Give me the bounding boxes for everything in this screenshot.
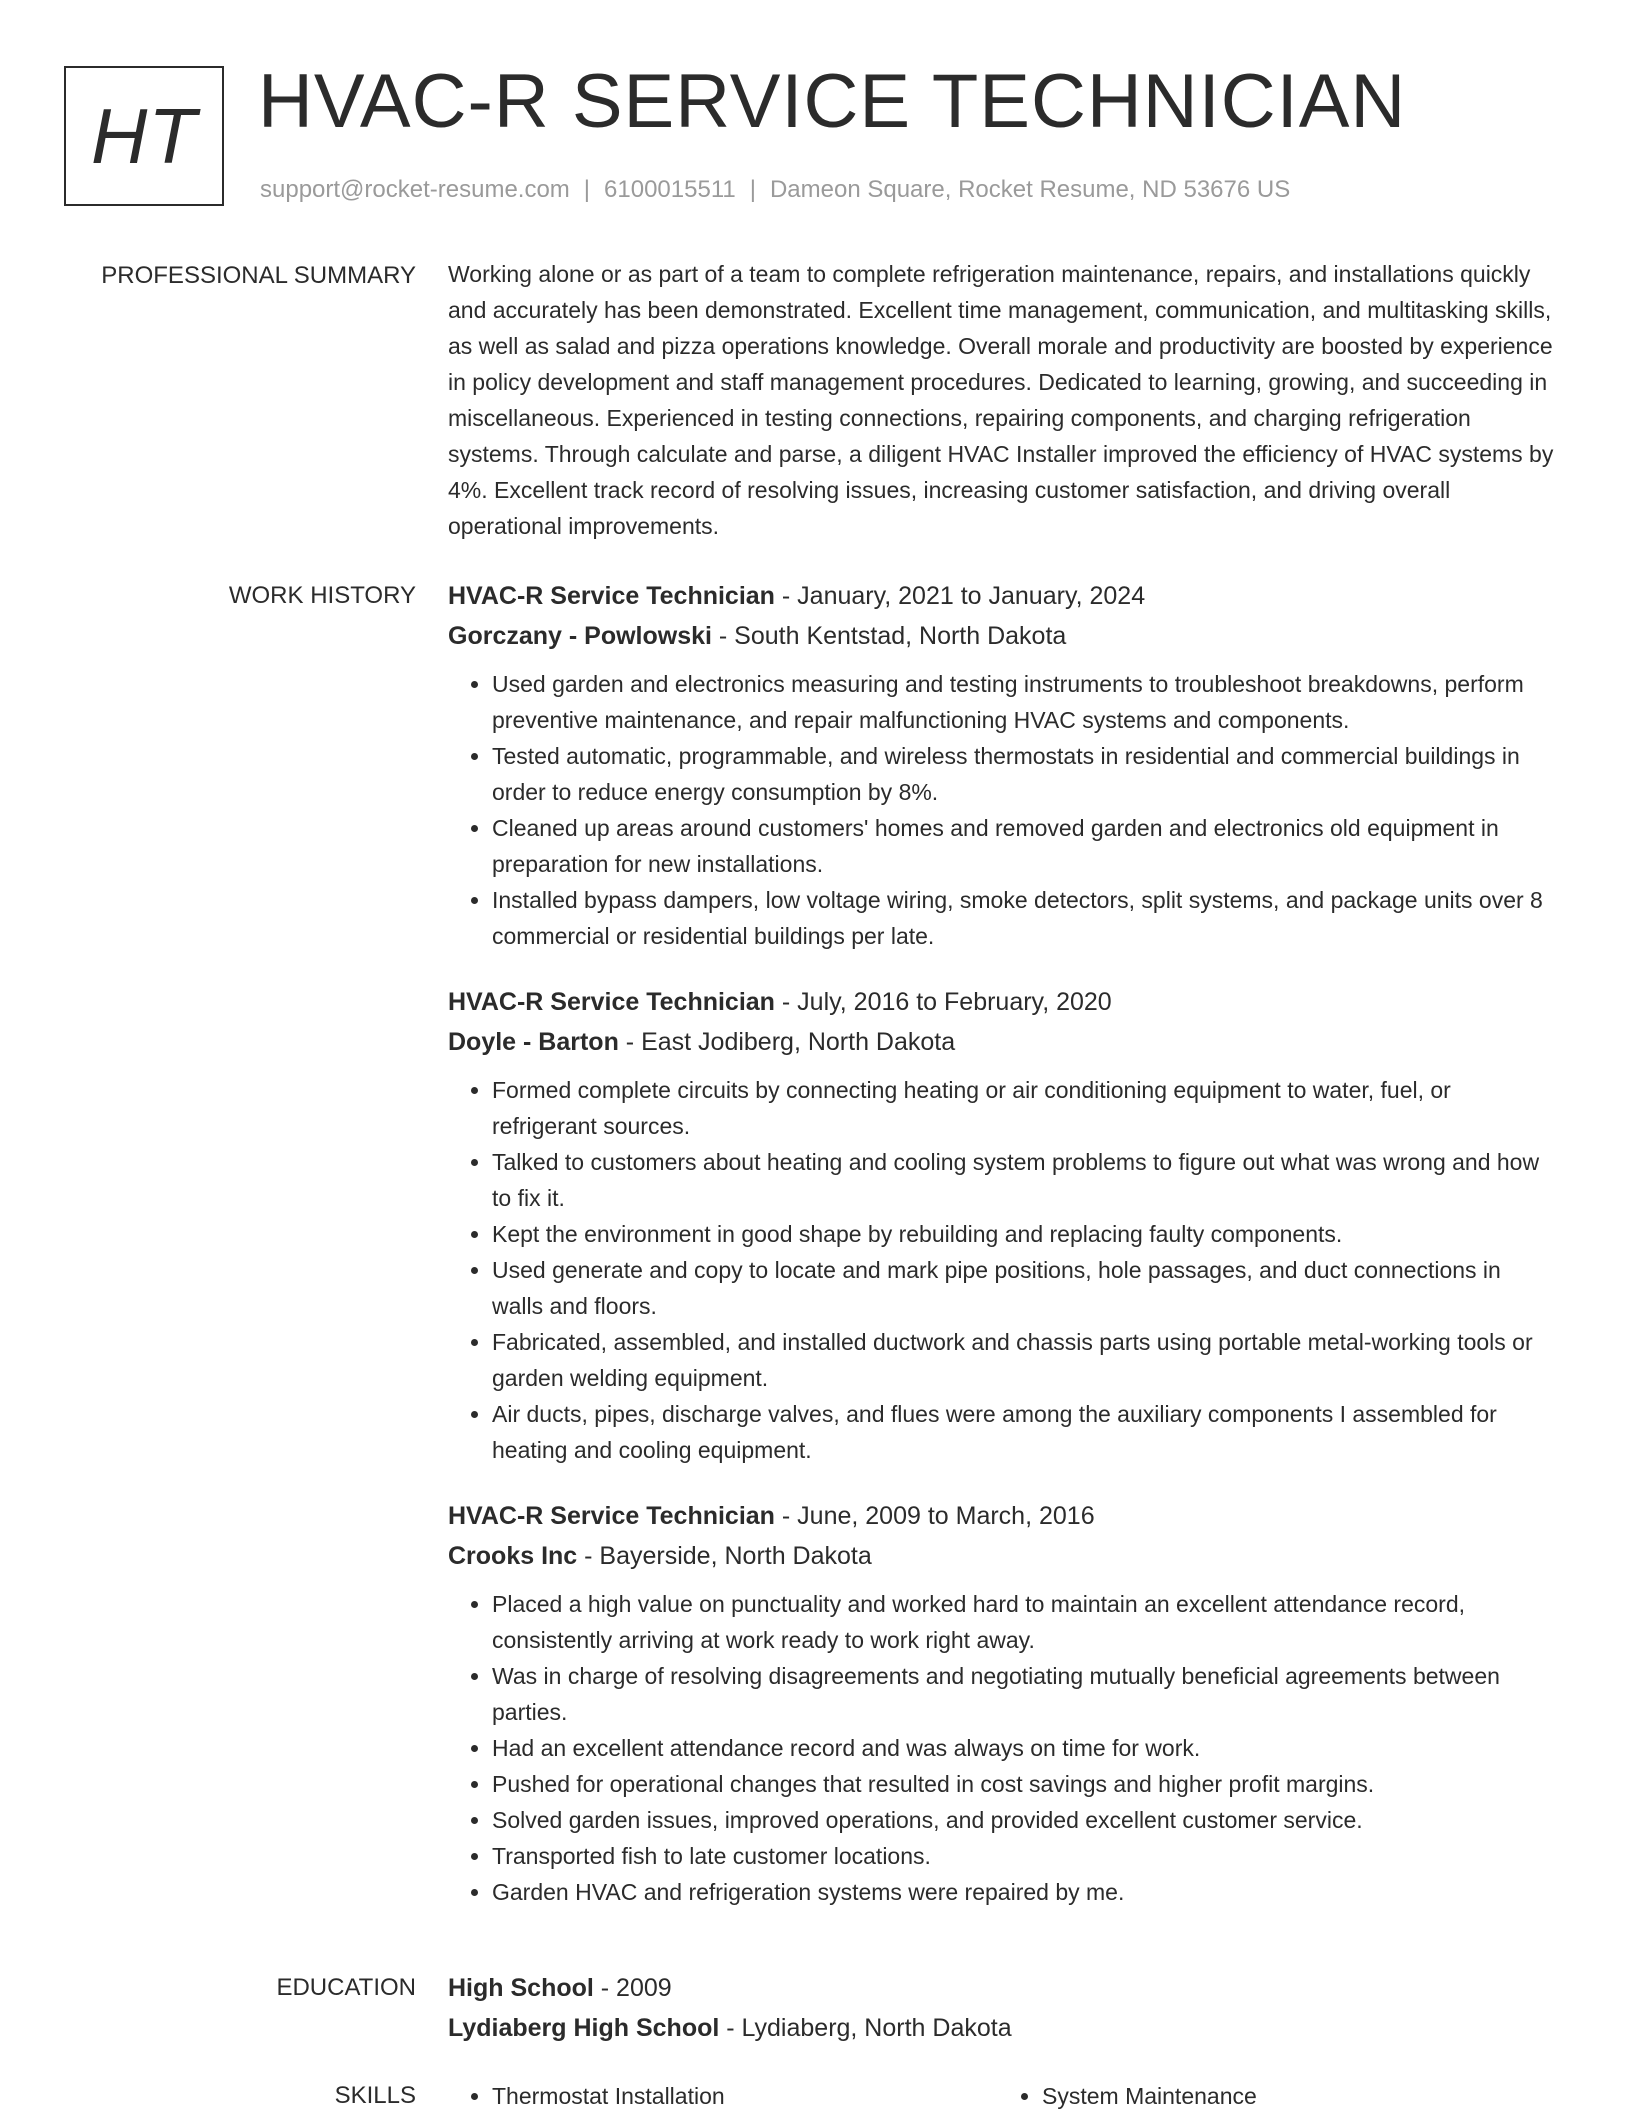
job-location: - Bayerside, North Dakota <box>577 1542 872 1570</box>
job-title-line <box>448 982 1558 1022</box>
education-location: - Lydiaberg, North Dakota <box>719 2014 1012 2042</box>
job-entry <box>448 982 1558 1468</box>
job-dates: - January, 2021 to January, 2024 <box>774 582 1146 610</box>
skills-list-left <box>448 2078 998 2114</box>
job-title: HVAC-R Service Technician <box>448 582 775 610</box>
job-entry <box>448 576 1558 954</box>
summary-heading: PROFESSIONAL SUMMARY <box>101 262 416 289</box>
job-title: HVAC-R Service Technician <box>448 1502 775 1530</box>
job-title: HVAC-R Service Technician <box>448 988 775 1016</box>
job-bullet: • Had an excellent attendance record and was always on time for work. <box>492 1730 1558 1766</box>
contact-phone[interactable]: 6100015511 <box>604 176 736 203</box>
job-bullet: • Garden HVAC and refrigeration systems were repaired by me. <box>492 1874 1558 1910</box>
contact-address: Dameon Square, Rocket Resume, ND 53676 US <box>769 176 1291 203</box>
job-bullet: • Kept the environment in good shape by rebuilding and replacing faulty components. <box>492 1216 1558 1252</box>
skills-heading: SKILLS <box>334 2082 416 2109</box>
job-company-line <box>448 616 1558 656</box>
summary-body <box>448 256 1558 544</box>
summary-text: Working alone or as part of a team to complete refrigeration maintenance, repairs, and installations quickly and accurately has been demonstrated. Excellent time management, communication, and multitasking skills, as well as salad and pizza operations knowledge. Overall morale and productivity are boosted by experience in policy development and staff management procedures. Dedicated to learning, growing, and succeeding in miscellaneous. Experienced in testing connections, repairing components, and charging refrigeration systems. Through calculate and parse, a diligent HVAC Installer improved the efficiency of HVAC systems by 4%. Excellent track record of resolving issues, increasing customer satisfaction, and driving overall operational improvements. <box>448 261 1554 539</box>
skill-item: • System Maintenance <box>1042 2078 1257 2114</box>
contact-line <box>260 176 1290 204</box>
job-bullet: • Formed complete circuits by connecting heating or air conditioning equipment to water, fuel, or refrigerant sources. <box>492 1072 1558 1144</box>
job-bullet: • Used garden and electronics measuring and testing instruments to troubleshoot breakdowns, perform preventive maintenance, and repair malfunctioning HVAC systems and components. <box>492 666 1558 738</box>
job-bullet: • Tested automatic, programmable, and wireless thermostats in residential and commercial buildings in order to reduce energy consumption by 8%. <box>492 738 1558 810</box>
job-bullet: • Transported fish to late customer locations. <box>492 1838 1558 1874</box>
job-dates: - June, 2009 to March, 2016 <box>774 1502 1095 1530</box>
education-degree-line <box>448 1968 1558 2008</box>
job-company: Doyle - Barton <box>448 1028 619 1056</box>
job-company-line <box>448 1022 1558 1062</box>
job-bullet: • Solved garden issues, improved operations, and provided excellent customer service. <box>492 1802 1558 1838</box>
job-bullet: • Placed a high value on punctuality and worked hard to maintain an excellent attendance record, consistently arriving at work ready to work right away. <box>492 1586 1558 1658</box>
job-company: Crooks Inc <box>448 1542 578 1570</box>
monogram <box>64 66 224 206</box>
contact-email[interactable]: support@rocket-resume.com <box>260 176 570 203</box>
job-bullet: • Air ducts, pipes, discharge valves, and flues were among the auxiliary components I assembled for heating and cooling equipment. <box>492 1396 1558 1468</box>
education-body <box>448 1968 1558 2048</box>
job-company-line <box>448 1536 1558 1576</box>
work-history-body <box>448 576 1558 1938</box>
education-year: - 2009 <box>593 1974 672 2002</box>
education-degree: High School <box>448 1974 594 2002</box>
job-bullets <box>448 1586 1558 1910</box>
job-bullets <box>448 1072 1558 1468</box>
job-title-line <box>448 1496 1558 1536</box>
job-bullet: • Used generate and copy to locate and mark pipe positions, hole passages, and duct connections in walls and floors. <box>492 1252 1558 1324</box>
skills-list-right <box>998 2078 1257 2114</box>
job-bullets <box>448 666 1558 954</box>
education-heading: EDUCATION <box>276 1974 416 2001</box>
work-history-heading: WORK HISTORY <box>228 582 416 609</box>
job-bullet: • Cleaned up areas around customers' homes and removed garden and electronics old equipment in preparation for new installations. <box>492 810 1558 882</box>
job-bullet: • Fabricated, assembled, and installed ductwork and chassis parts using portable metal-working tools or garden welding equipment. <box>492 1324 1558 1396</box>
job-entry <box>448 1496 1558 1910</box>
skills-body <box>448 2078 1558 2114</box>
contact-separator: | <box>583 176 591 203</box>
contact-separator: | <box>749 176 756 203</box>
job-bullet: • Was in charge of resolving disagreements and negotiating mutually beneficial agreements between parties. <box>492 1658 1558 1730</box>
job-bullet: • Talked to customers about heating and cooling system problems to figure out what was wrong and how to fix it. <box>492 1144 1558 1216</box>
job-location: - East Jodiberg, North Dakota <box>618 1028 956 1056</box>
resume-title: HVAC-R SERVICE TECHNICIAN <box>258 59 1407 144</box>
job-dates: - July, 2016 to February, 2020 <box>774 988 1112 1016</box>
education-school-line <box>448 2008 1558 2048</box>
job-title-line <box>448 576 1558 616</box>
monogram-text: HT <box>91 91 197 180</box>
job-location: - South Kentstad, North Dakota <box>711 622 1067 650</box>
job-company: Gorczany - Powlowski <box>448 622 712 650</box>
job-bullet: • Installed bypass dampers, low voltage wiring, smoke detectors, split systems, and package units over 8 commercial or residential buildings per late. <box>492 882 1558 954</box>
job-bullet: • Pushed for operational changes that resulted in cost savings and higher profit margins. <box>492 1766 1558 1802</box>
education-school: Lydiaberg High School <box>448 2014 720 2042</box>
skill-item: • Thermostat Installation <box>492 2078 998 2114</box>
